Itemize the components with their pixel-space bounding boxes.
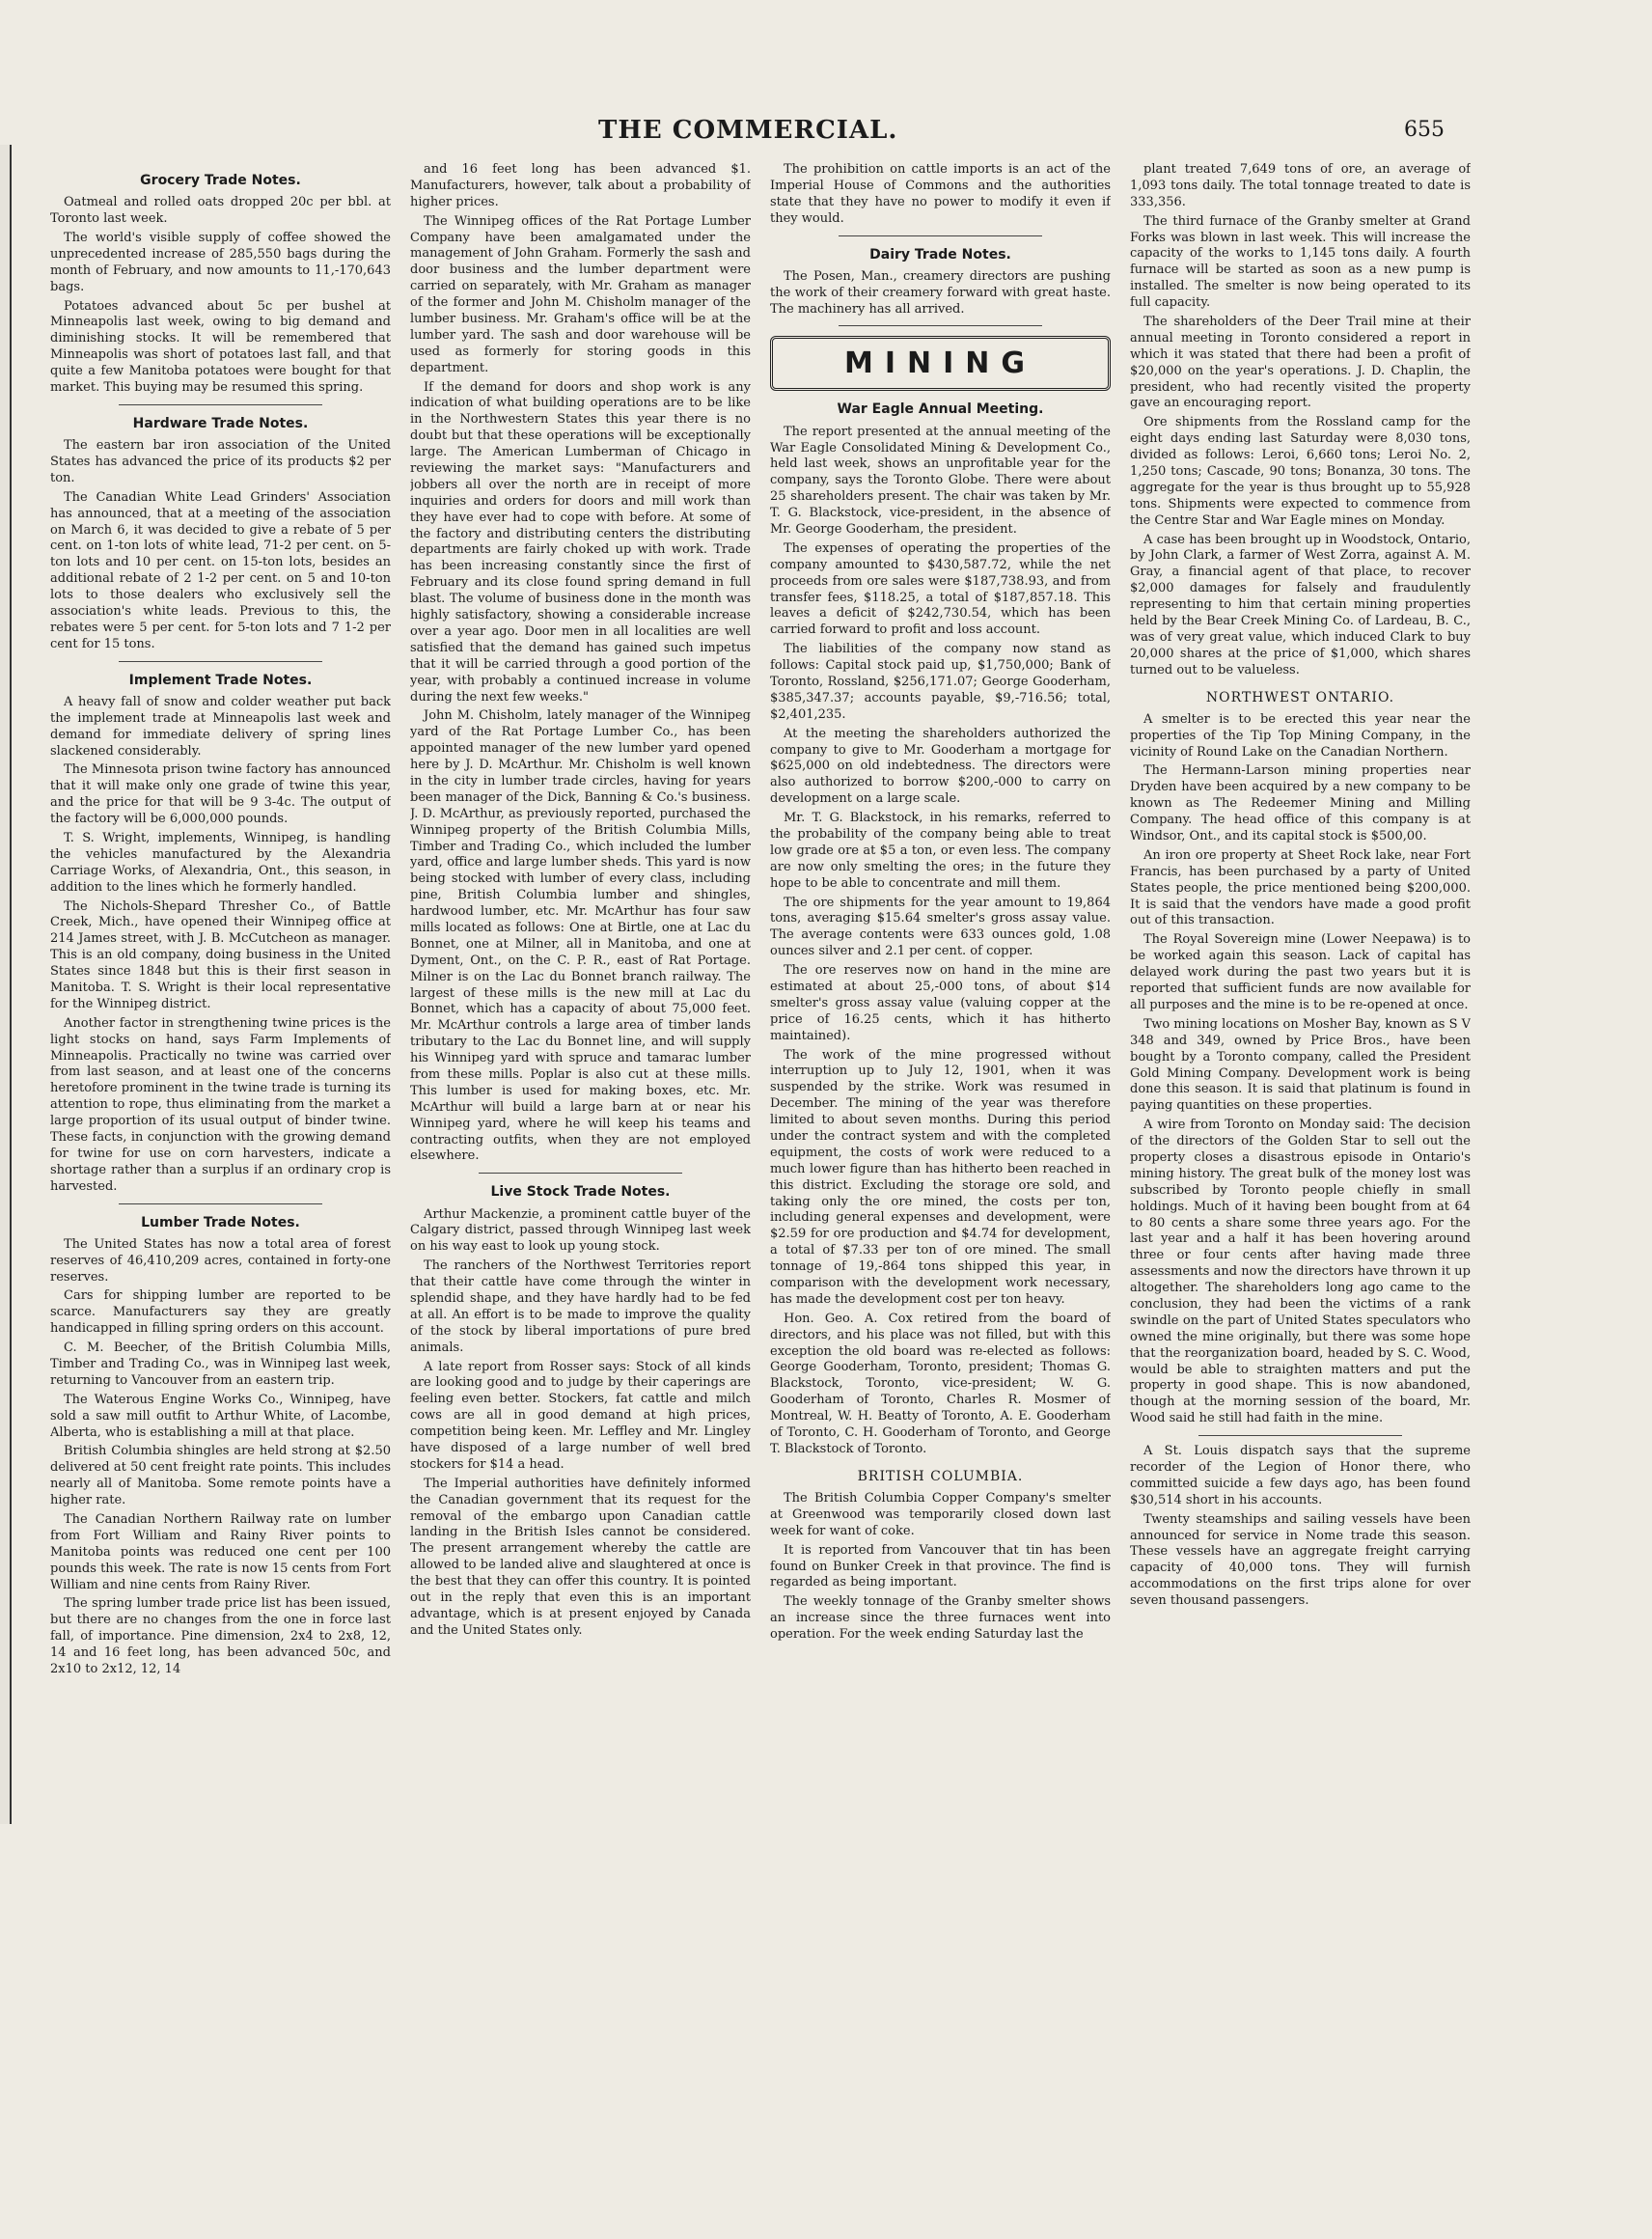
article-paragraph: British Columbia shingles are held strong at $2.50 delivered at 50 cent freight rate points. This includes nearly all of Manitoba. Some remote points have a higher rate. [50,1444,391,1508]
section-divider [119,661,323,662]
article-paragraph: The Imperial authorities have definitely informed the Canadian government that its request for the removal of the embargo upon Canadian cattle landing in the British Isles cannot be considered. The present arrangement whereby the cattle are allowed to be landed alive and slaughtered at once is the best that they can offer this country. It is pointed out in the reply that even this is an important advantage, which is at present enjoyed by Canada and the United States only. [410,1476,751,1638]
article-paragraph: Ore shipments from the Rossland camp for the eight days ending last Saturday were 8,030 tons, divided as follows: Leroi, 6,660 tons; Leroi No. 2, 1,250 tons; Cascade, 90 tons; Bonanza, 30 tons. The aggregate for the year is thus brought up to 55,928 tons. Shipments were expected to commence from the Centre Star and War Eagle mines on Monday. [1130,415,1471,528]
article-paragraph: The weekly tonnage of the Granby smelter shows an increase since the three furnaces went into operation. For the week ending Saturday last the [770,1594,1111,1643]
article-paragraph: Potatoes advanced about 5c per bushel at Minneapolis last week, owing to big demand and diminishing stocks. It will be remembered that Minneapolis was short of potatoes last fall, and that quite a few Manitoba potatoes were bought for that market. This buying may be resumed this spring. [50,298,391,395]
article-paragraph: Two mining locations on Mosher Bay, known as S V 348 and 349, owned by Price Bros., have been bought by a Toronto company, called the President Gold Mining Company. Development work is being done this season. It is said that platinum is found in paying quantities on these properties. [1130,1016,1471,1114]
article-paragraph: The Canadian White Lead Grinders' Association has announced, that at a meeting of the association on March 6, it was decided to give a rebate of 5 per cent. on 1-ton lots of white lead, 71-2 per cent. on 5-ton lots and 10 per cent. on 15-ton lots, besides an additional rebate of 2 1-2 per cent. on 5 and 10-ton lots to those dealers who exclusively sell the association's white leads. Previous to this, the rebates were 5 per cent. for 5-ton lots and 7 1-2 per cent for 15 tons. [50,489,391,651]
section-divider [119,1203,323,1204]
article-paragraph: The Waterous Engine Works Co., Winnipeg, have sold a saw mill outfit to Arthur White, of Lacombe, Alberta, who is establishing a mill at that place. [50,1392,391,1440]
article-paragraph: plant treated 7,649 tons of ore, an average of 1,093 tons daily. The total tonnage treated to date is 333,356. [1130,162,1471,209]
article-paragraph: An iron ore property at Sheet Rock lake, near Fort Francis, has been purchased by a party of United States people, the price mentioned being $200,000. It is said that the vendors have made a good profit out of this transaction. [1130,847,1471,928]
article-paragraph: C. M. Beecher, of the British Columbia Mills, Timber and Trading Co., was in Winnipeg last week, returning to Vancouver from an eastern trip. [50,1341,391,1388]
article-paragraph: The third furnace of the Granby smelter at Grand Forks was blown in last week. This will increase the capacity of the works to 1,145 tons daily. A fourth furnace will be started as soon as a new pump is installed. The smelter is now being operated to its full capacity. [1130,213,1471,311]
article-paragraph: It is reported from Vancouver that tin has been found on Bunker Creek in that province. The find is regarded as being important. [770,1542,1111,1590]
section-heading: Implement Trade Notes. [128,672,313,688]
article-paragraph: and 16 feet long has been advanced $1. Manufacturers, however, talk about a probability of higher prices. [410,162,751,209]
article-paragraph: The Royal Sovereign mine (Lower Neepawa) is to be worked again this season. Lack of capital has delayed work during the past two years but it is reported that sufficient funds are now available for all purposes and the mine is to be re-opened at once. [1130,932,1471,1012]
article-paragraph: The expenses of operating the properties of the company amounted to $430,587.72, while the net proceeds from ore sales were $187,738.93, and from transfer fees, $118.25, a total of $187,857.18. This leaves a deficit of $242,730.54, which has been carried forward to profit and loss account. [770,540,1111,638]
section-heading: Lumber Trade Notes. [141,1214,300,1230]
section-divider [839,325,1043,326]
article-paragraph: The work of the mine progressed without interruption up to July 12, 1901, when it was suspended by the strike. Work was resumed in December. The mining of the year was therefore limited to about seven months. During this period under the contract system and with the completed equipment, the costs of work were reduced to a much lower figure than has hitherto been reached in this district. Excluding the storage ore sold, and taking only the ore mined, the costs per ton, including general expenses and development, were $2.59 for ore production and $4.74 for development, a total of $7.33 per ton of ore mined. The small tonnage of 19,-864 tons shipped this year, in comparison with the development work necessary, has made the development cost per ton heavy. [770,1047,1111,1307]
article-paragraph: A case has been brought up in Woodstock, Ontario, by John Clark, a farmer of West Zorra, against A. M. Gray, a financial agent of that place, to recover $2,000 damages for falsely and fraudulently representing to him that certain mining properties held by the Bear Creek Mining Co. of Lardeau, B. C., was of very great value, which induced Clark to buy 20,000 shares at the price of $1,000, which shares turned out to be valueless. [1130,532,1471,677]
article-paragraph: The ore shipments for the year amount to 19,864 tons, averaging $15.64 smelter's gross assay value. The average contents were 633 ounces gold, 1.08 ounces silver and 2.1 per cent. of copper. [770,895,1111,959]
section-heading: Grocery Trade Notes. [140,173,301,188]
article-paragraph: A St. Louis dispatch says that the supreme recorder of the Legion of Honor there, who committed suicide a few days ago, has been found $30,514 short in his accounts. [1130,1444,1471,1507]
section-divider [839,235,1043,236]
section-divider [119,404,323,405]
section-heading: War Eagle Annual Meeting. [837,401,1044,418]
article-paragraph: The eastern bar iron association of the United States has advanced the price of its products $2 per ton. [50,438,391,485]
mining-banner: MINING [770,336,1111,391]
article-paragraph: Mr. T. G. Blackstock, in his remarks, referred to the probability of the company being able to treat low grade ore at $5 a ton, or even less. The company are now only smelting the ores; in the future they hope to be able to concentrate and mill them. [770,811,1111,891]
article-paragraph: The United States has now a total area of forest reserves of 46,410,209 acres, contained in forty-one reserves. [50,1236,391,1285]
article-paragraph: If the demand for doors and shop work is any indication of what building operations are to be like in the Northwestern States this year there is no doubt but that these operations will be exceptionally large. The American Lumberman of Chicago in reviewing the market says: "Manufacturers and jobbers all over the north are in receipt of more inquiries and orders for doors and mill work than they have ever had to cope with before. At some of the factory and distributing centers the distributing departments are fairly choked up with work. Trade has been increasing constantly since the first of February and its close found spring demand in full blast. The volume of business done in the month was highly satisfactory, showing a considerable increase over a year ago. Door men in all localities are well satisfied that the demand has gained such impetus that it will be carried through a good portion of the year, with probably a continued increase in volume during the next few weeks." [410,379,751,705]
column-1 [50,162,391,2208]
article-paragraph: The Minnesota prison twine factory has announced that it will make only one grade of twine this year, and the price for that will be 9 3-4c. The output of the factory will be 6,000,000 pounds. [50,762,391,827]
section-divider [479,1173,683,1174]
article-paragraph: A wire from Toronto on Monday said: The decision of the directors of the Golden Star to sell out the property closes a disastrous episode in Ontario's mining history. The great bulk of the money lost was subscribed by Toronto people chiefly in small holdings. Much of it having been bought from at 64 to 80 cents a share some three years ago. For the last year and a half it has been hovering around three or four cents after having made three assessments and now the directors have thrown it up altogether. The shareholders long ago came to the conclusion, they had been the victims of a rank swindle on the part of United States speculators who owned the mine originally, but there was some hope that the reorganization board, headed by S. C. Wood, would be able to straighten matters and put the property in good shape. This is now abandoned, though at the morning session of the board, Mr. Wood said he still had faith in the mine. [1130,1118,1471,1426]
article-paragraph: The Posen, Man., creamery directors are pushing the work of their creamery forward with great haste. The machinery has all arrived. [770,268,1111,317]
column-3 [770,162,1111,2208]
article-paragraph: Twenty steamships and sailing vessels have been announced for service in Nome trade this season. These vessels have an aggregate freight carrying capacity of 40,000 tons. They will furnish accommodations on the first trips alone for over seven thousand passengers. [1130,1511,1471,1609]
page-number: 655 [1404,118,1445,142]
region-heading: NORTHWEST ONTARIO. [1205,689,1395,705]
section-heading: Hardware Trade Notes. [132,415,309,431]
column-4 [1130,162,1471,2208]
article-paragraph: The spring lumber trade price list has been issued, but there are no changes from the one in force last fall, of importance. Pine dimension, 2x4 to 2x8, 12, 14 and 16 feet long, has been advanced 50c, and 2x10 to 2x12, 12, 14 [50,1596,391,1676]
article-paragraph: The Nichols-Shepard Thresher Co., of Battle Creek, Mich., have opened their Winnipeg office at 214 James street, with J. B. McCutcheon as manager. This is an old company, doing business in the United States since 1848 but this is their first season in Manitoba. T. S. Wright is their local representative for the Winnipeg district. [50,898,391,1011]
left-page-edge [0,145,12,1824]
section-heading: Dairy Trade Notes. [869,246,1011,263]
article-paragraph: The Winnipeg offices of the Rat Portage Lumber Company have been amalgamated under the management of John Graham. Formerly the sash and door business and the lumber department were carried on separately, with Mr. Graham as manager of the former and John M. Chisholm manager of the lumber business. Mr. Graham's office will be at the lumber yard. The sash and door warehouse will be used as formerly for storing goods in this department. [410,213,751,375]
article-paragraph: The ore reserves now on hand in the mine are estimated at about 25,-000 tons, of about $14 smelter's gross assay value (valuing copper at the price of 16.25 cents, which it has hitherto maintained). [770,963,1111,1043]
article-paragraph: At the meeting the shareholders authorized the company to give to Mr. Gooderham a mortgage for $625,000 on old indebtedness. The directors were also authorized to borrow $200,-000 to carry on development on a large scale. [770,726,1111,807]
section-divider [1198,1435,1403,1436]
article-paragraph: The Hermann-Larson mining properties near Dryden have been acquired by a new company to be known as The Redeemer Mining and Milling Company. The head office of this company is at Windsor, Ont., and its capital stock is $500,00. [1130,763,1471,844]
article-paragraph: The prohibition on cattle imports is an act of the Imperial House of Commons and the authorities state that they have no power to modify it even if they would. [770,162,1111,226]
article-paragraph: Arthur Mackenzie, a prominent cattle buyer of the Calgary district, passed through Winnipeg last week on his way east to look up young stock. [410,1206,751,1255]
article-paragraph: The liabilities of the company now stand as follows: Capital stock paid up, $1,750,000; Bank of Toronto, Rossland, $256,171.07; George Gooderham, $385,347.37; accounts payable, $9,-716.56; total, $2,401,235. [770,642,1111,722]
article-paragraph: A heavy fall of snow and colder weather put back the implement trade at Minneapolis last week and demand for immediate delivery of spring lines slackened considerably. [50,694,391,759]
article-paragraph: The shareholders of the Deer Trail mine at their annual meeting in Toronto considered a report in which it was stated that there had been a profit of $20,000 on the year's operations. J. D. Chaplin, the president, who had recently visited the property gave an encouraging report. [1130,315,1471,411]
article-paragraph: Oatmeal and rolled oats dropped 20c per bbl. at Toronto last week. [50,195,391,227]
article-paragraph: The British Columbia Copper Company's smelter at Greenwood was temporarily closed down last week for want of coke. [770,1491,1111,1538]
article-paragraph: The report presented at the annual meeting of the War Eagle Consolidated Mining & Development Co., held last week, shows an unprofitable year for the company, says the Toronto Globe. There were about 25 shareholders present. The chair was taken by Mr. T. G. Blackstock, vice-president, in the absence of Mr. George Gooderham, the president. [770,424,1111,537]
article-paragraph: Another factor in strengthening twine prices is the light stocks on hand, says Farm Implements of Minneapolis. Practically no twine was carried over from last season, and at least one of the concerns heretofore prominent in the twine trade is turning its attention to rope, thus eliminating from the market a large proportion of its usual output of binder twine. These facts, in conjunction with the growing demand for twine for use on corn harvesters, indicate a shortage rather than a surplus if an ordinary crop is harvested. [50,1015,391,1194]
article-paragraph: A late report from Rosser says: Stock of all kinds are looking good and to judge by their caperings are feeling even better. Stockers, fat cattle and milch cows are all in good demand at high prices, competition being keen. Mr. Leffley and Mr. Lingley have disposed of a large number of well bred stockers for $14 a head. [410,1359,751,1472]
column-2 [410,162,751,2208]
article-paragraph: The ranchers of the Northwest Territories report that their cattle have come through the winter in splendid shape, and they have hardly had to be fed at all. An effort is to be made to improve the quality of the stock by liberal importations of pure bred animals. [410,1258,751,1355]
section-heading: Live Stock Trade Notes. [490,1184,671,1201]
article-paragraph: A smelter is to be erected this year near the properties of the Tip Top Mining Company, in the vicinity of Round Lake on the Canadian Northern. [1130,711,1471,760]
article-paragraph: The world's visible supply of coffee showed the unprecedented increase of 285,550 bags during the month of February, and now amounts to 11,-170,643 bags. [50,230,391,294]
page-title: THE COMMERCIAL. [598,116,898,145]
article-paragraph: Hon. Geo. A. Cox retired from the board of directors, and his place was not filled, but with this exception the old board was re-elected as follows: George Gooderham, Toronto, president; Thomas G. Blackstock, Toronto, vice-president; W. G. Gooderham of Toronto, Charles R. Mosmer of Montreal, W. H. Beatty of Toronto, A. E. Gooderham of Toronto, C. H. Gooderham of Toronto, and George T. Blackstock of Toronto. [770,1311,1111,1456]
article-paragraph: The Canadian Northern Railway rate on lumber from Fort William and Rainy River points to Manitoba points was reduced one cent per 100 pounds this week. The rate is now 15 cents from Fort William and nine cents from Rainy River. [50,1511,391,1592]
article-paragraph: Cars for shipping lumber are reported to be scarce. Manufacturers say they are greatly handicapped in filling spring orders on this account. [50,1288,391,1337]
region-heading: BRITISH COLUMBIA. [857,1468,1024,1484]
article-paragraph: T. S. Wright, implements, Winnipeg, is handling the vehicles manufactured by the Alexandria Carriage Works, of Alexandria, Ont., this season, in addition to the lines which he formerly handled. [50,830,391,895]
article-columns [50,162,1473,2208]
page-header [0,108,1652,147]
article-paragraph: John M. Chisholm, lately manager of the Winnipeg yard of the Rat Portage Lumber Co., has been appointed manager of the new lumber yard opened here by J. D. McArthur. Mr. Chisholm is well known in the city in lumber trade circles, having for years been manager of the Dick, Banning & Co.'s business. J. D. McArthur, as previously reported, purchased the Winnipeg property of the British Columbia Mills, Timber and Trading Co., which included the lumber yard, office and large lumber sheds. This yard is now being stocked with lumber of every class, including pine, British Columbia lumber and shingles, hardwood lumber, etc. Mr. McArthur has four saw mills located as follows: One at Birtle, one at Lac du Bonnet, one at Milner, all in Manitoba, and one at Dyment, Ont., on the C. P. R., east of Rat Portage. Milner is on the Lac du Bonnet branch railway. The largest of these mills is the new mill at Lac du Bonnet, which has a capacity of about 75,000 feet. Mr. McArthur controls a large area of timber lands tributary to the Lac du Bonnet line, and will supply his Winnipeg yard with spruce and tamarac lumber from these mills. Poplar is also cut at these mills. This lumber is used for making boxes, etc. Mr. McArthur will build a large barn at or near his Winnipeg yard, where he will keep his teams and contracting outfits, when they are not employed elsewhere. [410,708,751,1164]
